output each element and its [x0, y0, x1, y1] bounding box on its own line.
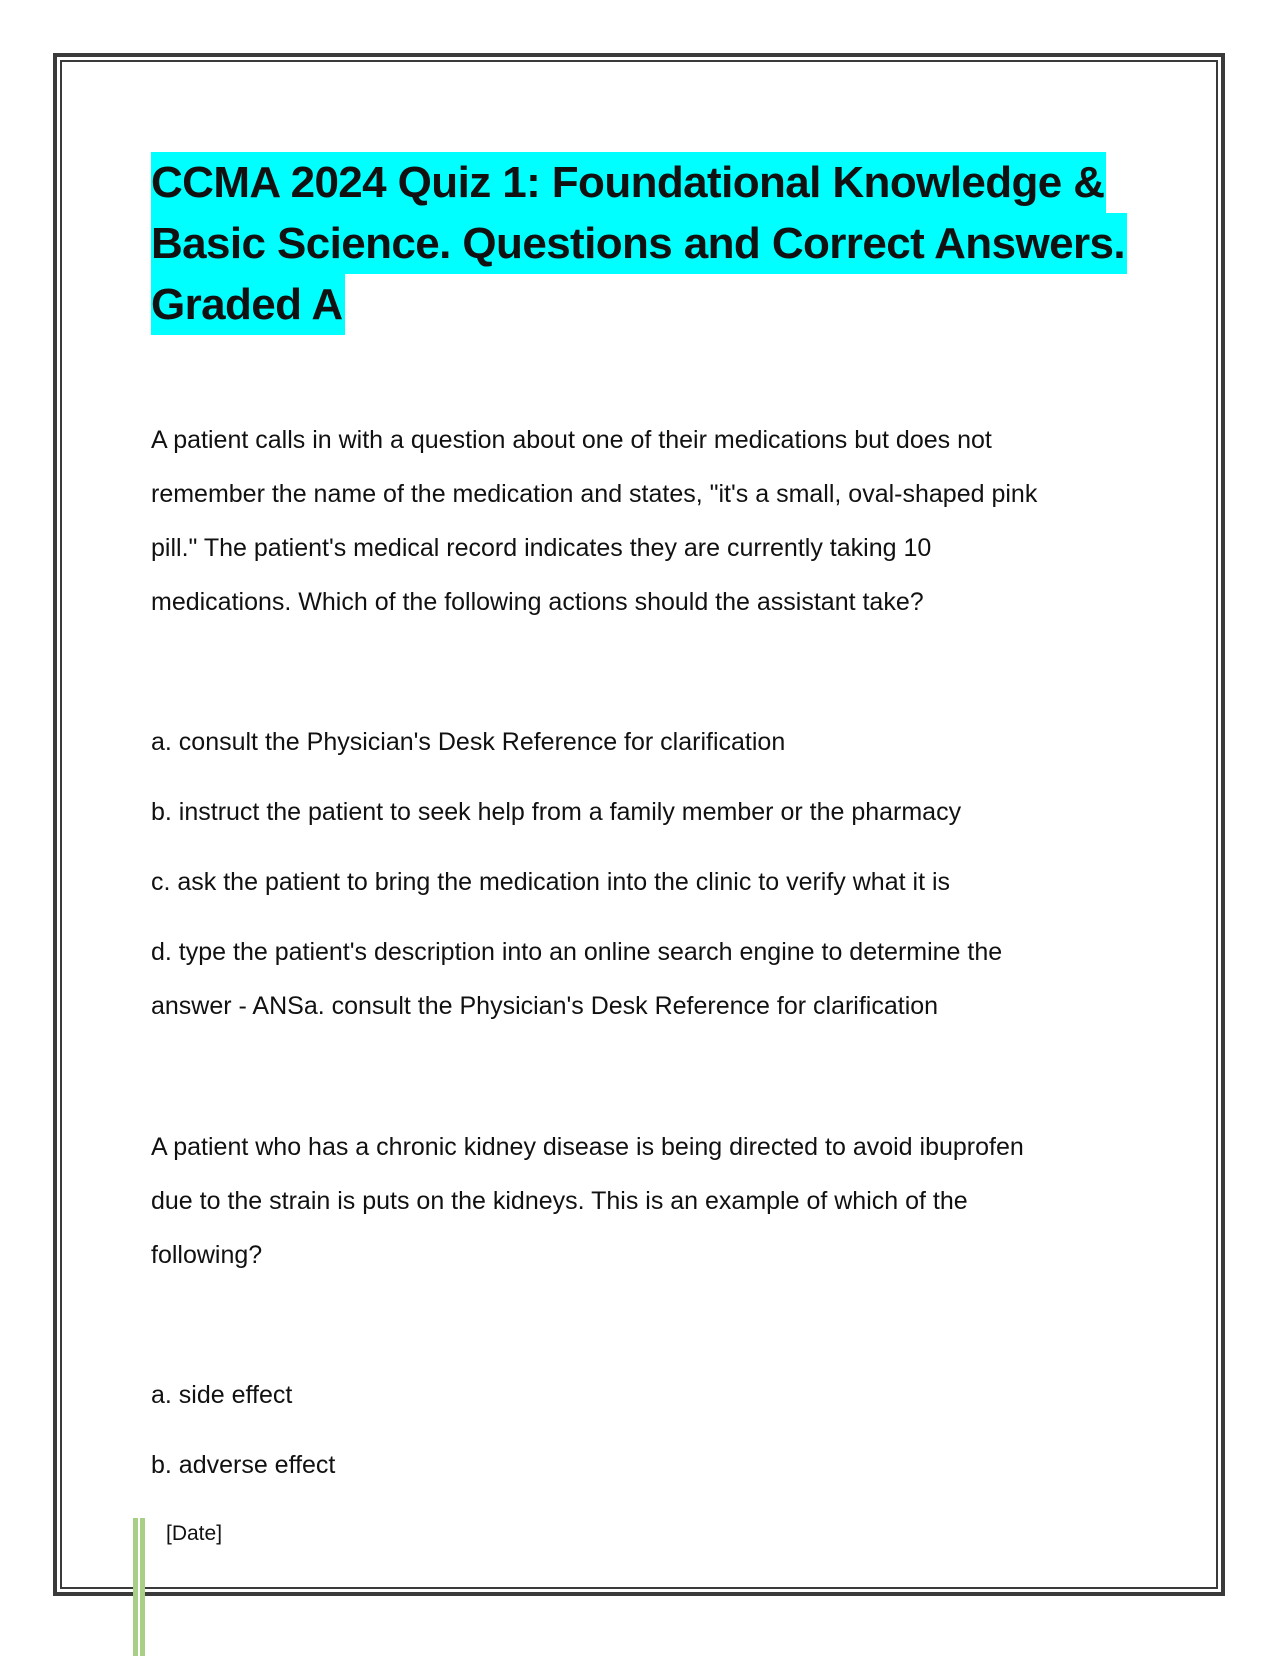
- document-title: [151, 152, 1131, 335]
- title-line: Basic Science. Questions and Correct Answers.: [151, 213, 1127, 274]
- answer-option: d. type the patient's description into an online search engine to determine the: [151, 938, 1003, 966]
- title-line: Graded A: [151, 274, 345, 335]
- question-1-options: [151, 722, 1131, 1033]
- answer-option: a. side effect: [151, 1381, 293, 1409]
- answer-option: b. adverse effect: [151, 1451, 336, 1479]
- question-text-line: medications. Which of the following actions should the assistant take?: [151, 588, 924, 616]
- question-text-line: pill." The patient's medical record indicates they are currently taking 10: [151, 534, 932, 562]
- question-text-line: A patient calls in with a question about one of their medications but does not: [151, 426, 992, 454]
- question-text-line: A patient who has a chronic kidney disease is being directed to avoid ibuprofen: [151, 1133, 1024, 1161]
- question-text-line: remember the name of the medication and states, "it's a small, oval-shaped pink: [151, 480, 1038, 508]
- question-text-line: due to the strain is puts on the kidneys. This is an example of which of the: [151, 1187, 968, 1215]
- answer-option: c. ask the patient to bring the medication into the clinic to verify what it is: [151, 868, 951, 896]
- answer-option: b. instruct the patient to seek help from a family member or the pharmacy: [151, 798, 962, 826]
- answer-option: a. consult the Physician's Desk Reference for clarification: [151, 728, 786, 756]
- footer-date-placeholder: [Date]: [166, 1522, 223, 1545]
- footer-accent-bars: [133, 1518, 149, 1656]
- question-1-stem: [151, 413, 1131, 629]
- question-2-stem: [151, 1120, 1131, 1282]
- answer-key-line: answer - ANSa. consult the Physician's Desk Reference for clarification: [151, 992, 939, 1020]
- question-text-line: following?: [151, 1241, 263, 1269]
- question-2-options: [151, 1375, 1131, 1485]
- title-line: CCMA 2024 Quiz 1: Foundational Knowledge &: [151, 152, 1106, 213]
